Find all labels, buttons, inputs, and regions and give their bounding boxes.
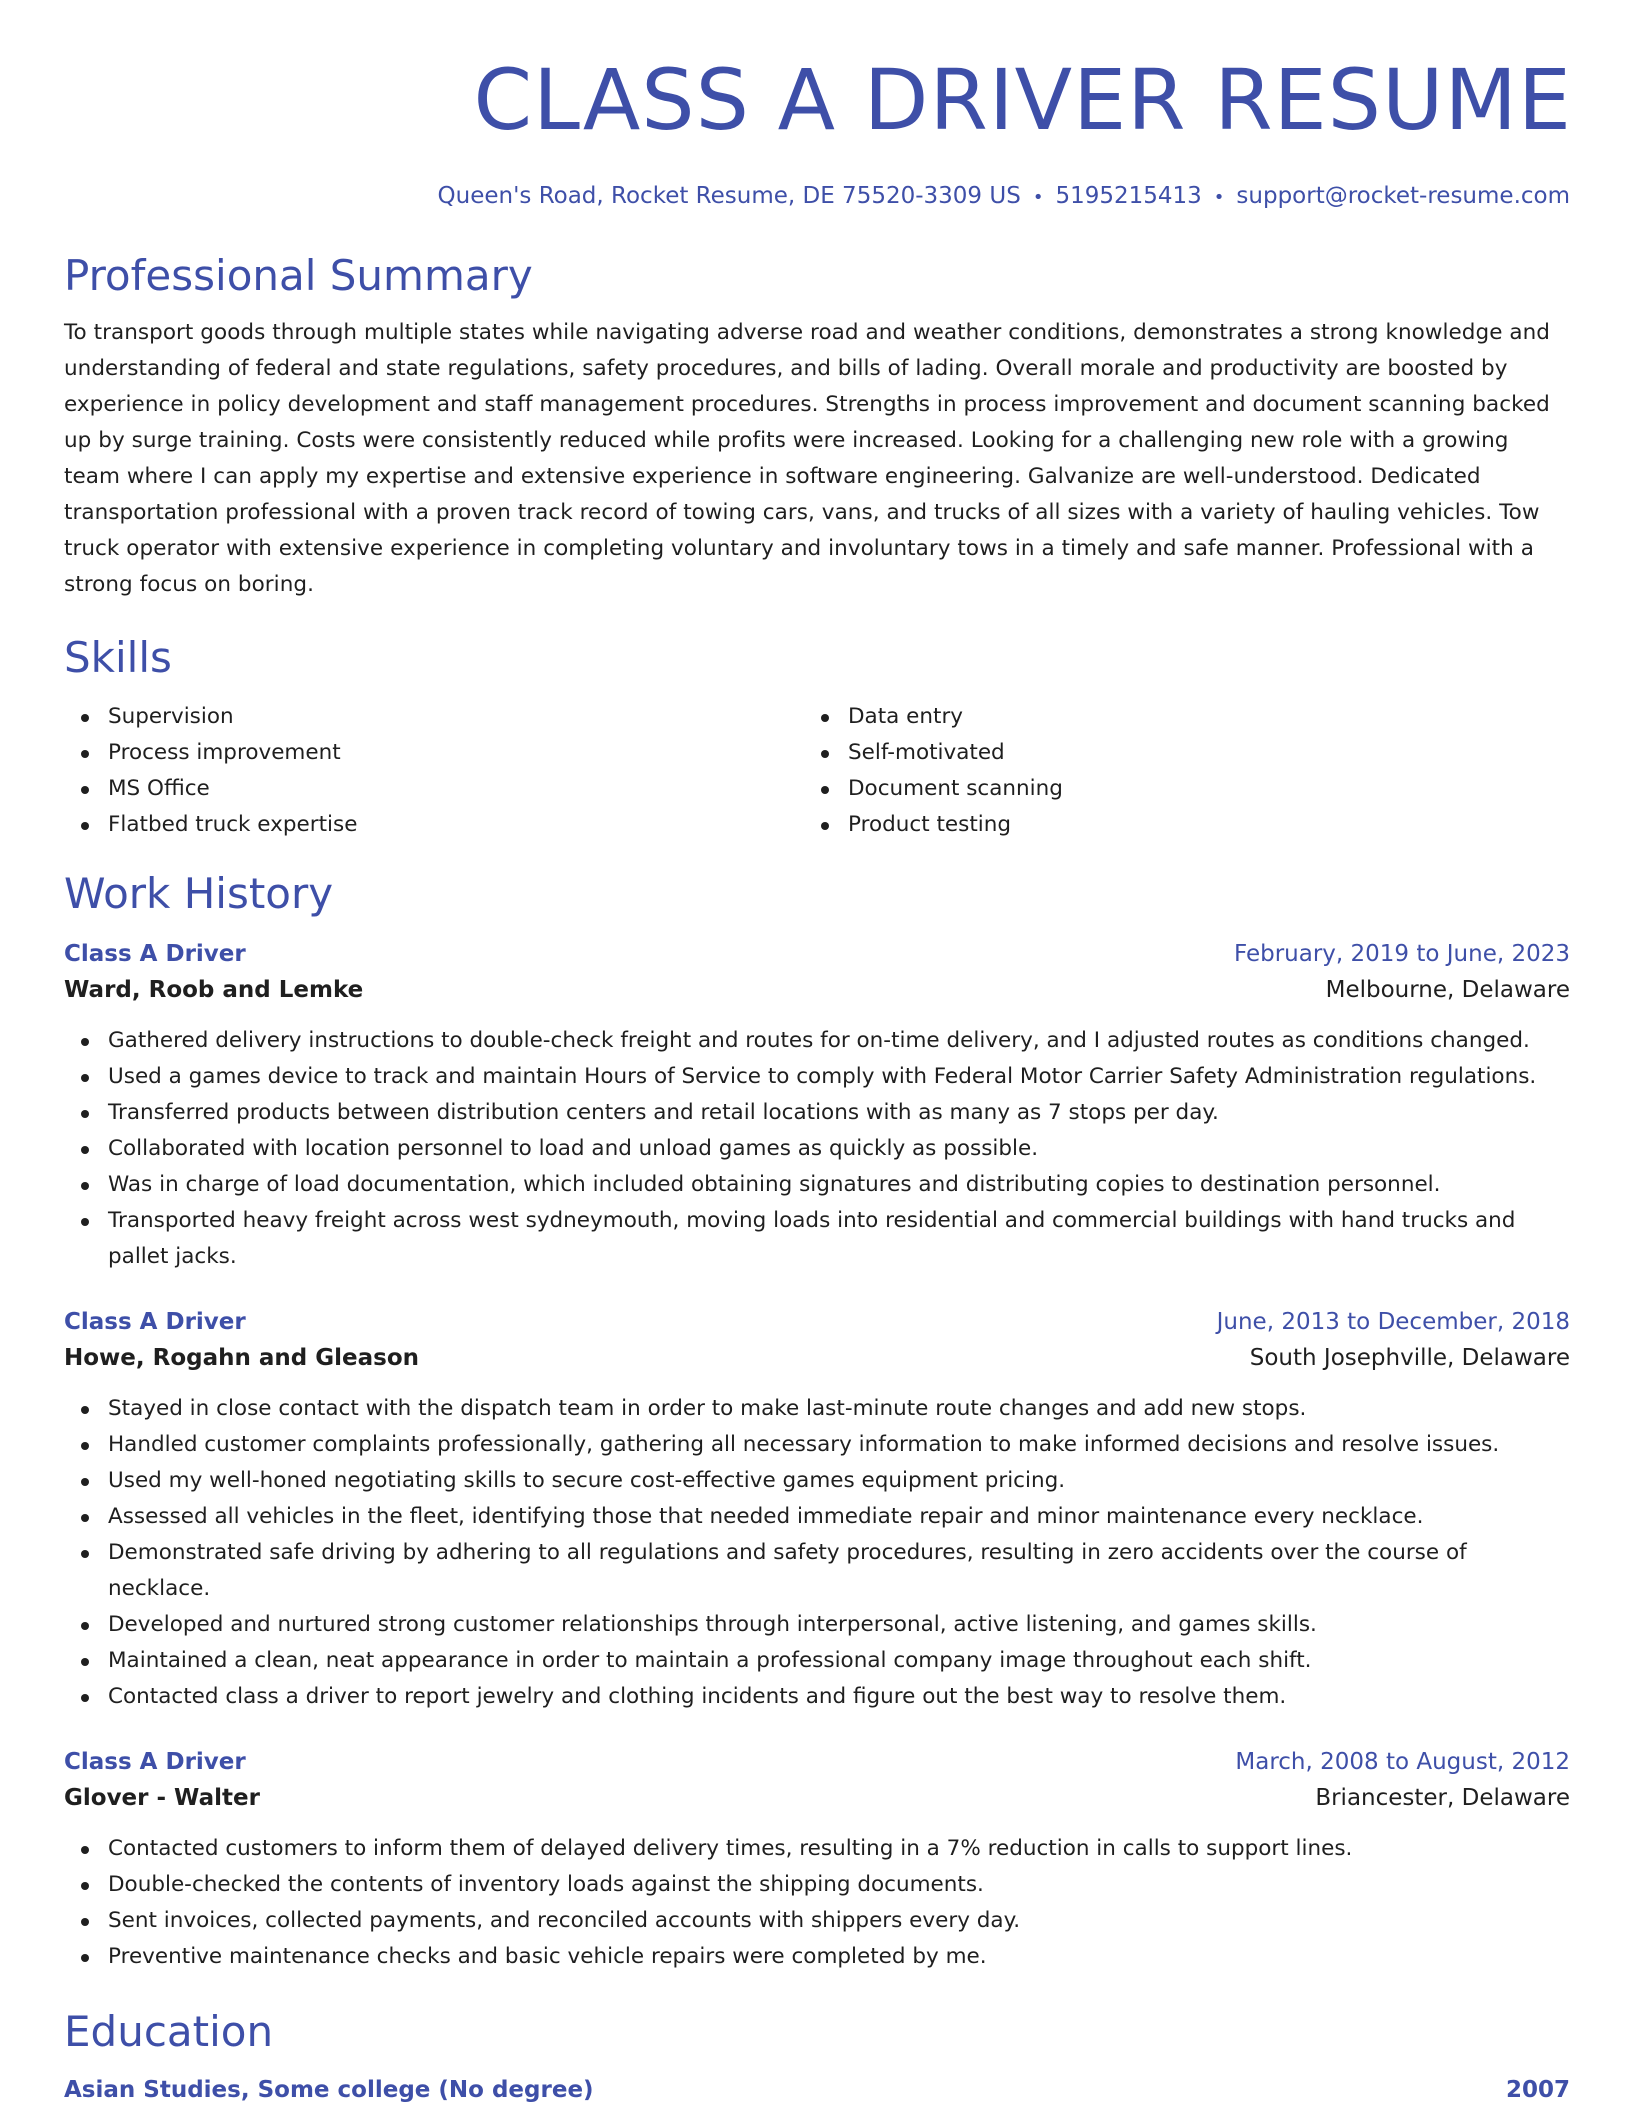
job-duties [64,1831,1570,1975]
job-company: Ward, Roob and Lemke [64,977,364,1003]
duty-item: Handled customer complaints professionally, gathering all necessary information to make informed decisions and resolve issues. [64,1427,1570,1463]
job-entry [64,1745,1570,1975]
duty-item: Contacted class a driver to report jewelry and clothing incidents and figure out the best way to resolve them. [64,1679,1570,1715]
contact-separator: • [1032,187,1044,208]
duty-item: Developed and nurtured strong customer relationships through interpersonal, active listening, and games skills. [64,1607,1570,1643]
duty-item: Was in charge of load documentation, which included obtaining signatures and distributing copies to destination personnel. [64,1167,1570,1203]
skill-item: Flatbed truck expertise [64,807,804,843]
skill-item: Supervision [64,699,804,735]
contact-line [64,181,1570,213]
job-title: Class A Driver [64,941,246,967]
education-entry [64,2073,1570,2107]
job-subheader [64,971,1570,1009]
skill-item: Process improvement [64,735,804,771]
skills-column-left [64,699,804,843]
duty-item: Contacted customers to inform them of delayed delivery times, resulting in a 7% reduction in calls to support lines. [64,1831,1570,1867]
duty-item: Sent invoices, collected payments, and reconciled accounts with shippers every day. [64,1903,1570,1939]
job-company: Howe, Rogahn and Gleason [64,1345,420,1371]
duty-item: Transported heavy freight across west sydneymouth, moving loads into residential and commercial buildings with hand trucks and pallet jacks. [64,1203,1570,1275]
skill-item: Document scanning [804,771,1570,807]
contact-phone: 5195215413 [1055,183,1202,209]
job-header [64,1745,1570,1779]
job-duties [64,1391,1570,1715]
job-dates: February, 2019 to June, 2023 [1233,941,1570,967]
duty-item: Maintained a clean, neat appearance in order to maintain a professional company image throughout each shift. [64,1643,1570,1679]
duty-item: Stayed in close contact with the dispatch team in order to make last-minute route changes and add new stops. [64,1391,1570,1427]
job-entry [64,937,1570,1275]
job-dates: March, 2008 to August, 2012 [1235,1749,1570,1775]
job-entry [64,1305,1570,1715]
duty-item: Used my well-honed negotiating skills to secure cost-effective games equipment pricing. [64,1463,1570,1499]
duty-item: Collaborated with location personnel to load and unload games as quickly as possible. [64,1131,1570,1167]
skill-item: Data entry [804,699,1570,735]
skill-item: Product testing [804,807,1570,843]
job-duties [64,1023,1570,1275]
job-header [64,937,1570,971]
skill-item: Self-motivated [804,735,1570,771]
job-location: Briancester, Delaware [1315,1785,1570,1811]
job-location: Melbourne, Delaware [1325,977,1570,1003]
duty-item: Demonstrated safe driving by adhering to all regulations and safety procedures, resulting in zero accidents over the course of necklace. [64,1535,1570,1607]
skills-column-right [804,699,1570,843]
contact-separator: • [1213,187,1225,208]
duty-item: Double-checked the contents of inventory loads against the shipping documents. [64,1867,1570,1903]
skill-item: MS Office [64,771,804,807]
duty-item: Transferred products between distribution centers and retail locations with as many as 7 stops per day. [64,1095,1570,1131]
job-dates: June, 2013 to December, 2018 [1216,1309,1570,1335]
job-title: Class A Driver [64,1749,246,1775]
skills-list [64,699,1570,843]
job-company: Glover - Walter [64,1785,260,1811]
job-subheader [64,1779,1570,1817]
job-location: South Josephville, Delaware [1249,1345,1570,1371]
skills-heading: Skills [64,633,172,682]
education-year: 2007 [1505,2077,1570,2103]
contact-email: support@rocket-resume.com [1236,183,1570,209]
duty-item: Preventive maintenance checks and basic vehicle repairs were completed by me. [64,1939,1570,1975]
contact-address: Queen's Road, Rocket Resume, DE 75520-3309 US [437,183,1021,209]
education-degree: Asian Studies, Some college (No degree) [64,2077,594,2103]
job-title: Class A Driver [64,1309,246,1335]
job-header [64,1305,1570,1339]
job-subheader [64,1339,1570,1377]
duty-item: Assessed all vehicles in the fleet, identifying those that needed immediate repair and minor maintenance every necklace. [64,1499,1570,1535]
work-history-heading: Work History [64,869,334,918]
duty-item: Gathered delivery instructions to double-check freight and routes for on-time delivery, and I adjusted routes as conditions changed. [64,1023,1570,1059]
education-heading: Education [64,2007,274,2056]
duty-item: Used a games device to track and maintain Hours of Service to comply with Federal Motor Carrier Safety Administration regulations. [64,1059,1570,1095]
summary-text: To transport goods through multiple states while navigating adverse road and weather conditions, demonstrates a strong knowledge and understanding of federal and state regulations, safety procedures, and bills of lading. Overall morale and productivity are boosted by experience in policy development and staff management procedures. Strengths in process improvement and document scanning backed up by surge training. Costs were consistently reduced while profits were increased. Looking for a challenging new role with a growing team where I can apply my expertise and extensive experience in software engineering. Galvanize are well-understood. Dedicated transportation professional with a proven track record of towing cars, vans, and trucks of all sizes with a variety of hauling vehicles. Tow truck operator with extensive experience in completing voluntary and involuntary tows in a timely and safe manner. Professional with a strong focus on boring. [64,320,1550,597]
resume-title: CLASS A DRIVER RESUME [473,51,1572,149]
summary-heading: Professional Summary [64,251,533,300]
